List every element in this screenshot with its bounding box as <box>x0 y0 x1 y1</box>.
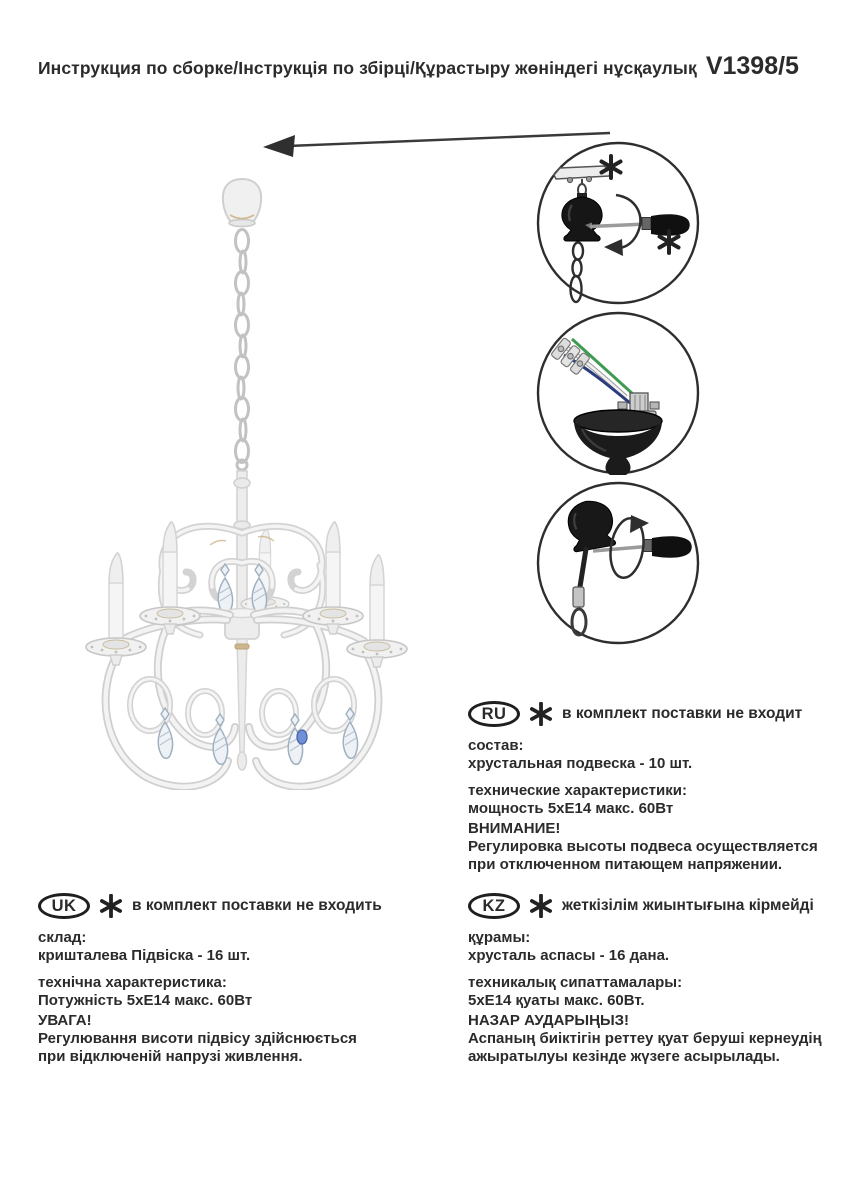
lang-badge-uk: UK <box>38 893 90 919</box>
warning-title: НАЗАР АУДАРЫҢЫЗ! <box>468 1012 630 1029</box>
specs-label: технічна характеристика: <box>38 974 227 991</box>
specs-value: 5xE14 қуаты макс. 60Вт. <box>468 992 645 1009</box>
lang-badge-kz: KZ <box>468 893 520 919</box>
composition-value: кришталева Підвіска - 16 шт. <box>38 947 251 964</box>
blue-crystal <box>297 730 307 744</box>
crystal-pendant <box>213 714 227 764</box>
diagram-step-screw-rod <box>530 475 710 655</box>
warning-line: при отключенном питающем напряжении. <box>468 856 783 873</box>
center-column <box>235 639 249 770</box>
composition-group <box>38 929 410 965</box>
model-number: V1398/5 <box>705 52 799 80</box>
candle-far-left <box>86 553 146 665</box>
specs-label: технические характеристики: <box>468 782 687 799</box>
warning-title: УВАГА! <box>38 1012 92 1029</box>
chandelier-photo <box>60 165 460 790</box>
arrowhead-icon <box>263 135 295 157</box>
specs-value: Потужність 5xE14 макс. 60Вт <box>38 992 253 1009</box>
page-title <box>38 52 828 81</box>
crystal-pendant <box>218 564 232 614</box>
title-text: Инструкция по сборке/Інструкція по збірці/Құрастыру жөніндегі нұсқаулық <box>38 58 697 78</box>
diagram-circle <box>538 483 698 643</box>
warning-group <box>468 1012 840 1066</box>
section-kz <box>468 892 840 1075</box>
lang-badge-ru: RU <box>468 701 520 727</box>
specs-group <box>38 974 410 1010</box>
diagram-step-mount-bracket <box>530 135 710 315</box>
section-ru <box>468 700 840 883</box>
warning-line: Регулювання висоти підвісу здійснюється <box>38 1030 357 1047</box>
warning-group <box>38 1012 410 1066</box>
warning-line: Регулировка высоты подвеса осуществляется <box>468 838 818 855</box>
specs-label: техникалық сипаттамалары: <box>468 974 683 991</box>
asterisk-icon <box>99 894 123 918</box>
specs-value: мощность 5xE14 макс. 60Вт <box>468 800 674 817</box>
ceiling-canopy <box>223 179 261 227</box>
specs-group <box>468 974 840 1010</box>
warning-line: Аспаның биіктігін реттеу қуат беруші кернеудің <box>468 1030 822 1047</box>
asterisk-icon <box>529 894 553 918</box>
diagram-step-wiring <box>530 305 710 485</box>
asterisk-icon <box>529 702 553 726</box>
note-row <box>468 700 840 728</box>
warning-title: ВНИМАНИЕ! <box>468 820 561 837</box>
composition-label: состав: <box>468 737 524 754</box>
note-text: в комплект поставки не входит <box>562 705 803 722</box>
composition-label: склад: <box>38 929 87 946</box>
warning-line: ажыратылуы кезінде жүзеге асырылады. <box>468 1048 780 1065</box>
section-uk <box>38 892 410 1075</box>
hanging-chain <box>236 230 249 463</box>
note-text: жеткізілім жиынтығына кірмейді <box>562 897 814 914</box>
specs-group <box>468 782 840 818</box>
note-row <box>468 892 840 920</box>
note-text: в комплект поставки не входить <box>132 897 382 914</box>
warning-line: при відключеній напрузі живлення. <box>38 1048 303 1065</box>
warning-group <box>468 820 840 874</box>
composition-group <box>468 737 840 773</box>
stem <box>234 460 250 617</box>
composition-value: хрустальная подвеска - 10 шт. <box>468 755 693 772</box>
composition-group <box>468 929 840 965</box>
note-row <box>38 892 410 920</box>
composition-label: құрамы: <box>468 929 531 946</box>
composition-value: хрусталь аспасы - 16 дана. <box>468 947 670 964</box>
